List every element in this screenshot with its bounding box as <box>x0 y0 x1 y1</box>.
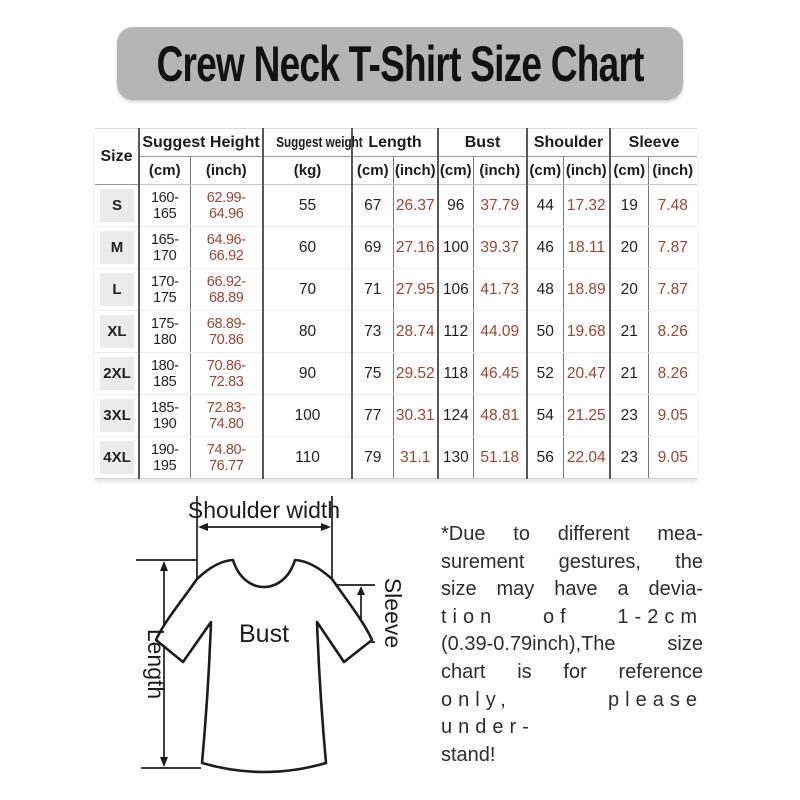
value-cell: 19.68 <box>563 311 610 353</box>
value-cell: 8.26 <box>648 353 697 395</box>
value-cell: 71 <box>352 269 393 311</box>
value-cell: 68.89-70.86 <box>190 311 263 353</box>
value-cell: 75 <box>352 353 393 395</box>
value-cell: 60 <box>263 227 352 269</box>
value-cell: 90 <box>263 353 352 395</box>
size-table <box>95 128 697 479</box>
size-cell <box>95 227 139 269</box>
note-line: (0.39-0.79inch),The size <box>441 633 703 656</box>
value-cell: 20 <box>610 269 648 311</box>
unit-header-kg: (kg) <box>263 157 352 185</box>
bust-label: Bust <box>238 620 290 648</box>
unit-header-cm: (cm) <box>527 157 563 185</box>
value-cell: 67 <box>352 185 393 227</box>
value-cell: 27.16 <box>393 227 438 269</box>
value-cell: 41.73 <box>473 269 527 311</box>
tshirt-diagram <box>128 482 420 800</box>
value-cell: 50 <box>527 311 563 353</box>
unit-header-inch: (inch) <box>393 157 438 185</box>
size-cell <box>95 185 139 227</box>
value-cell: 22.04 <box>563 437 610 479</box>
col-header-bust: Bust <box>438 129 527 157</box>
value-cell: 29.52 <box>393 353 438 395</box>
value-cell: 69 <box>352 227 393 269</box>
value-cell: 106 <box>438 269 473 311</box>
size-cell <box>95 437 139 479</box>
col-header-suggest-height: Suggest Height <box>139 129 263 157</box>
title-banner <box>117 27 683 100</box>
note-line: size may have a devia- <box>441 578 703 601</box>
value-cell: 21 <box>610 311 648 353</box>
col-header-size: Size <box>95 129 139 185</box>
table-row <box>95 227 697 269</box>
value-cell: 165-170 <box>139 227 190 269</box>
header-group-row <box>95 129 697 157</box>
value-cell: 7.87 <box>648 269 697 311</box>
note-line: only, please under- <box>441 688 703 739</box>
header-unit-row <box>95 157 697 185</box>
size-chip: 2XL <box>100 357 134 390</box>
value-cell: 48.81 <box>473 395 527 437</box>
value-cell: 62.99-64.96 <box>190 185 263 227</box>
value-cell: 23 <box>610 395 648 437</box>
value-cell: 7.87 <box>648 227 697 269</box>
value-cell: 175-180 <box>139 311 190 353</box>
unit-header-cm: (cm) <box>438 157 473 185</box>
value-cell: 118 <box>438 353 473 395</box>
value-cell: 73 <box>352 311 393 353</box>
value-cell: 46 <box>527 227 563 269</box>
value-cell: 18.89 <box>563 269 610 311</box>
value-cell: 56 <box>527 437 563 479</box>
unit-header-inch: (inch) <box>648 157 697 185</box>
value-cell: 64.96-66.92 <box>190 227 263 269</box>
value-cell: 23 <box>610 437 648 479</box>
value-cell: 7.48 <box>648 185 697 227</box>
value-cell: 20.47 <box>563 353 610 395</box>
table-row <box>95 353 697 395</box>
value-cell: 66.92-68.89 <box>190 269 263 311</box>
value-cell: 100 <box>263 395 352 437</box>
value-cell: 112 <box>438 311 473 353</box>
value-cell: 9.05 <box>648 395 697 437</box>
note-line: surement gestures, the <box>441 550 703 573</box>
value-cell: 48 <box>527 269 563 311</box>
unit-header-inch: (inch) <box>190 157 263 185</box>
size-table-body <box>95 185 697 479</box>
table-row <box>95 311 697 353</box>
unit-header-cm: (cm) <box>139 157 190 185</box>
value-cell: 19 <box>610 185 648 227</box>
value-cell: 51.18 <box>473 437 527 479</box>
value-cell: 110 <box>263 437 352 479</box>
value-cell: 21.25 <box>563 395 610 437</box>
value-cell: 44 <box>527 185 563 227</box>
value-cell: 26.37 <box>393 185 438 227</box>
value-cell: 72.83-74.80 <box>190 395 263 437</box>
value-cell: 8.26 <box>648 311 697 353</box>
value-cell: 37.79 <box>473 185 527 227</box>
value-cell: 39.37 <box>473 227 527 269</box>
note-line: chart is for reference <box>441 660 703 683</box>
value-cell: 96 <box>438 185 473 227</box>
value-cell: 130 <box>438 437 473 479</box>
value-cell: 20 <box>610 227 648 269</box>
size-chip: XL <box>100 315 134 348</box>
unit-header-inch: (inch) <box>473 157 527 185</box>
unit-header-cm: (cm) <box>610 157 648 185</box>
note-line: tion of 1-2cm <box>441 605 703 628</box>
size-chip: 3XL <box>100 399 134 432</box>
value-cell: 9.05 <box>648 437 697 479</box>
length-label: Length <box>143 628 169 700</box>
value-cell: 21 <box>610 353 648 395</box>
value-cell: 160-165 <box>139 185 190 227</box>
value-cell: 79 <box>352 437 393 479</box>
value-cell: 80 <box>263 311 352 353</box>
value-cell: 17.32 <box>563 185 610 227</box>
value-cell: 124 <box>438 395 473 437</box>
value-cell: 18.11 <box>563 227 610 269</box>
table-row <box>95 269 697 311</box>
size-chip: S <box>100 189 134 222</box>
value-cell: 44.09 <box>473 311 527 353</box>
note-line: stand! <box>441 743 496 766</box>
col-header-length: Length <box>352 129 438 157</box>
size-cell <box>95 269 139 311</box>
value-cell: 70 <box>263 269 352 311</box>
value-cell: 52 <box>527 353 563 395</box>
page-title: Crew Neck T-Shirt Size Chart <box>156 35 644 92</box>
col-header-shoulder: Shoulder <box>527 129 610 157</box>
value-cell: 77 <box>352 395 393 437</box>
value-cell: 46.45 <box>473 353 527 395</box>
size-cell <box>95 311 139 353</box>
note-line: *Due to different mea- <box>441 523 703 545</box>
value-cell: 54 <box>527 395 563 437</box>
tshirt-outline <box>156 560 372 772</box>
value-cell: 30.31 <box>393 395 438 437</box>
table-row <box>95 395 697 437</box>
shoulder-width-label: Shoulder width <box>187 497 341 523</box>
unit-header-inch: (inch) <box>563 157 610 185</box>
value-cell: 27.95 <box>393 269 438 311</box>
size-cell <box>95 395 139 437</box>
value-cell: 31.1 <box>393 437 438 479</box>
value-cell: 190-195 <box>139 437 190 479</box>
size-chip: L <box>100 273 134 306</box>
value-cell: 170-175 <box>139 269 190 311</box>
note <box>441 521 703 769</box>
size-chip: M <box>100 231 134 264</box>
value-cell: 74.80-76.77 <box>190 437 263 479</box>
col-header-sleeve: Sleeve <box>610 129 697 157</box>
value-cell: 28.74 <box>393 311 438 353</box>
size-cell <box>95 353 139 395</box>
unit-header-cm: (cm) <box>352 157 393 185</box>
table-row <box>95 185 697 227</box>
col-header-suggest-weight: Suggest weight <box>263 129 352 157</box>
table-row <box>95 437 697 479</box>
value-cell: 55 <box>263 185 352 227</box>
size-chip: 4XL <box>100 441 134 474</box>
sleeve-label: Sleeve <box>380 577 406 649</box>
value-cell: 180-185 <box>139 353 190 395</box>
value-cell: 100 <box>438 227 473 269</box>
value-cell: 70.86-72.83 <box>190 353 263 395</box>
value-cell: 185-190 <box>139 395 190 437</box>
